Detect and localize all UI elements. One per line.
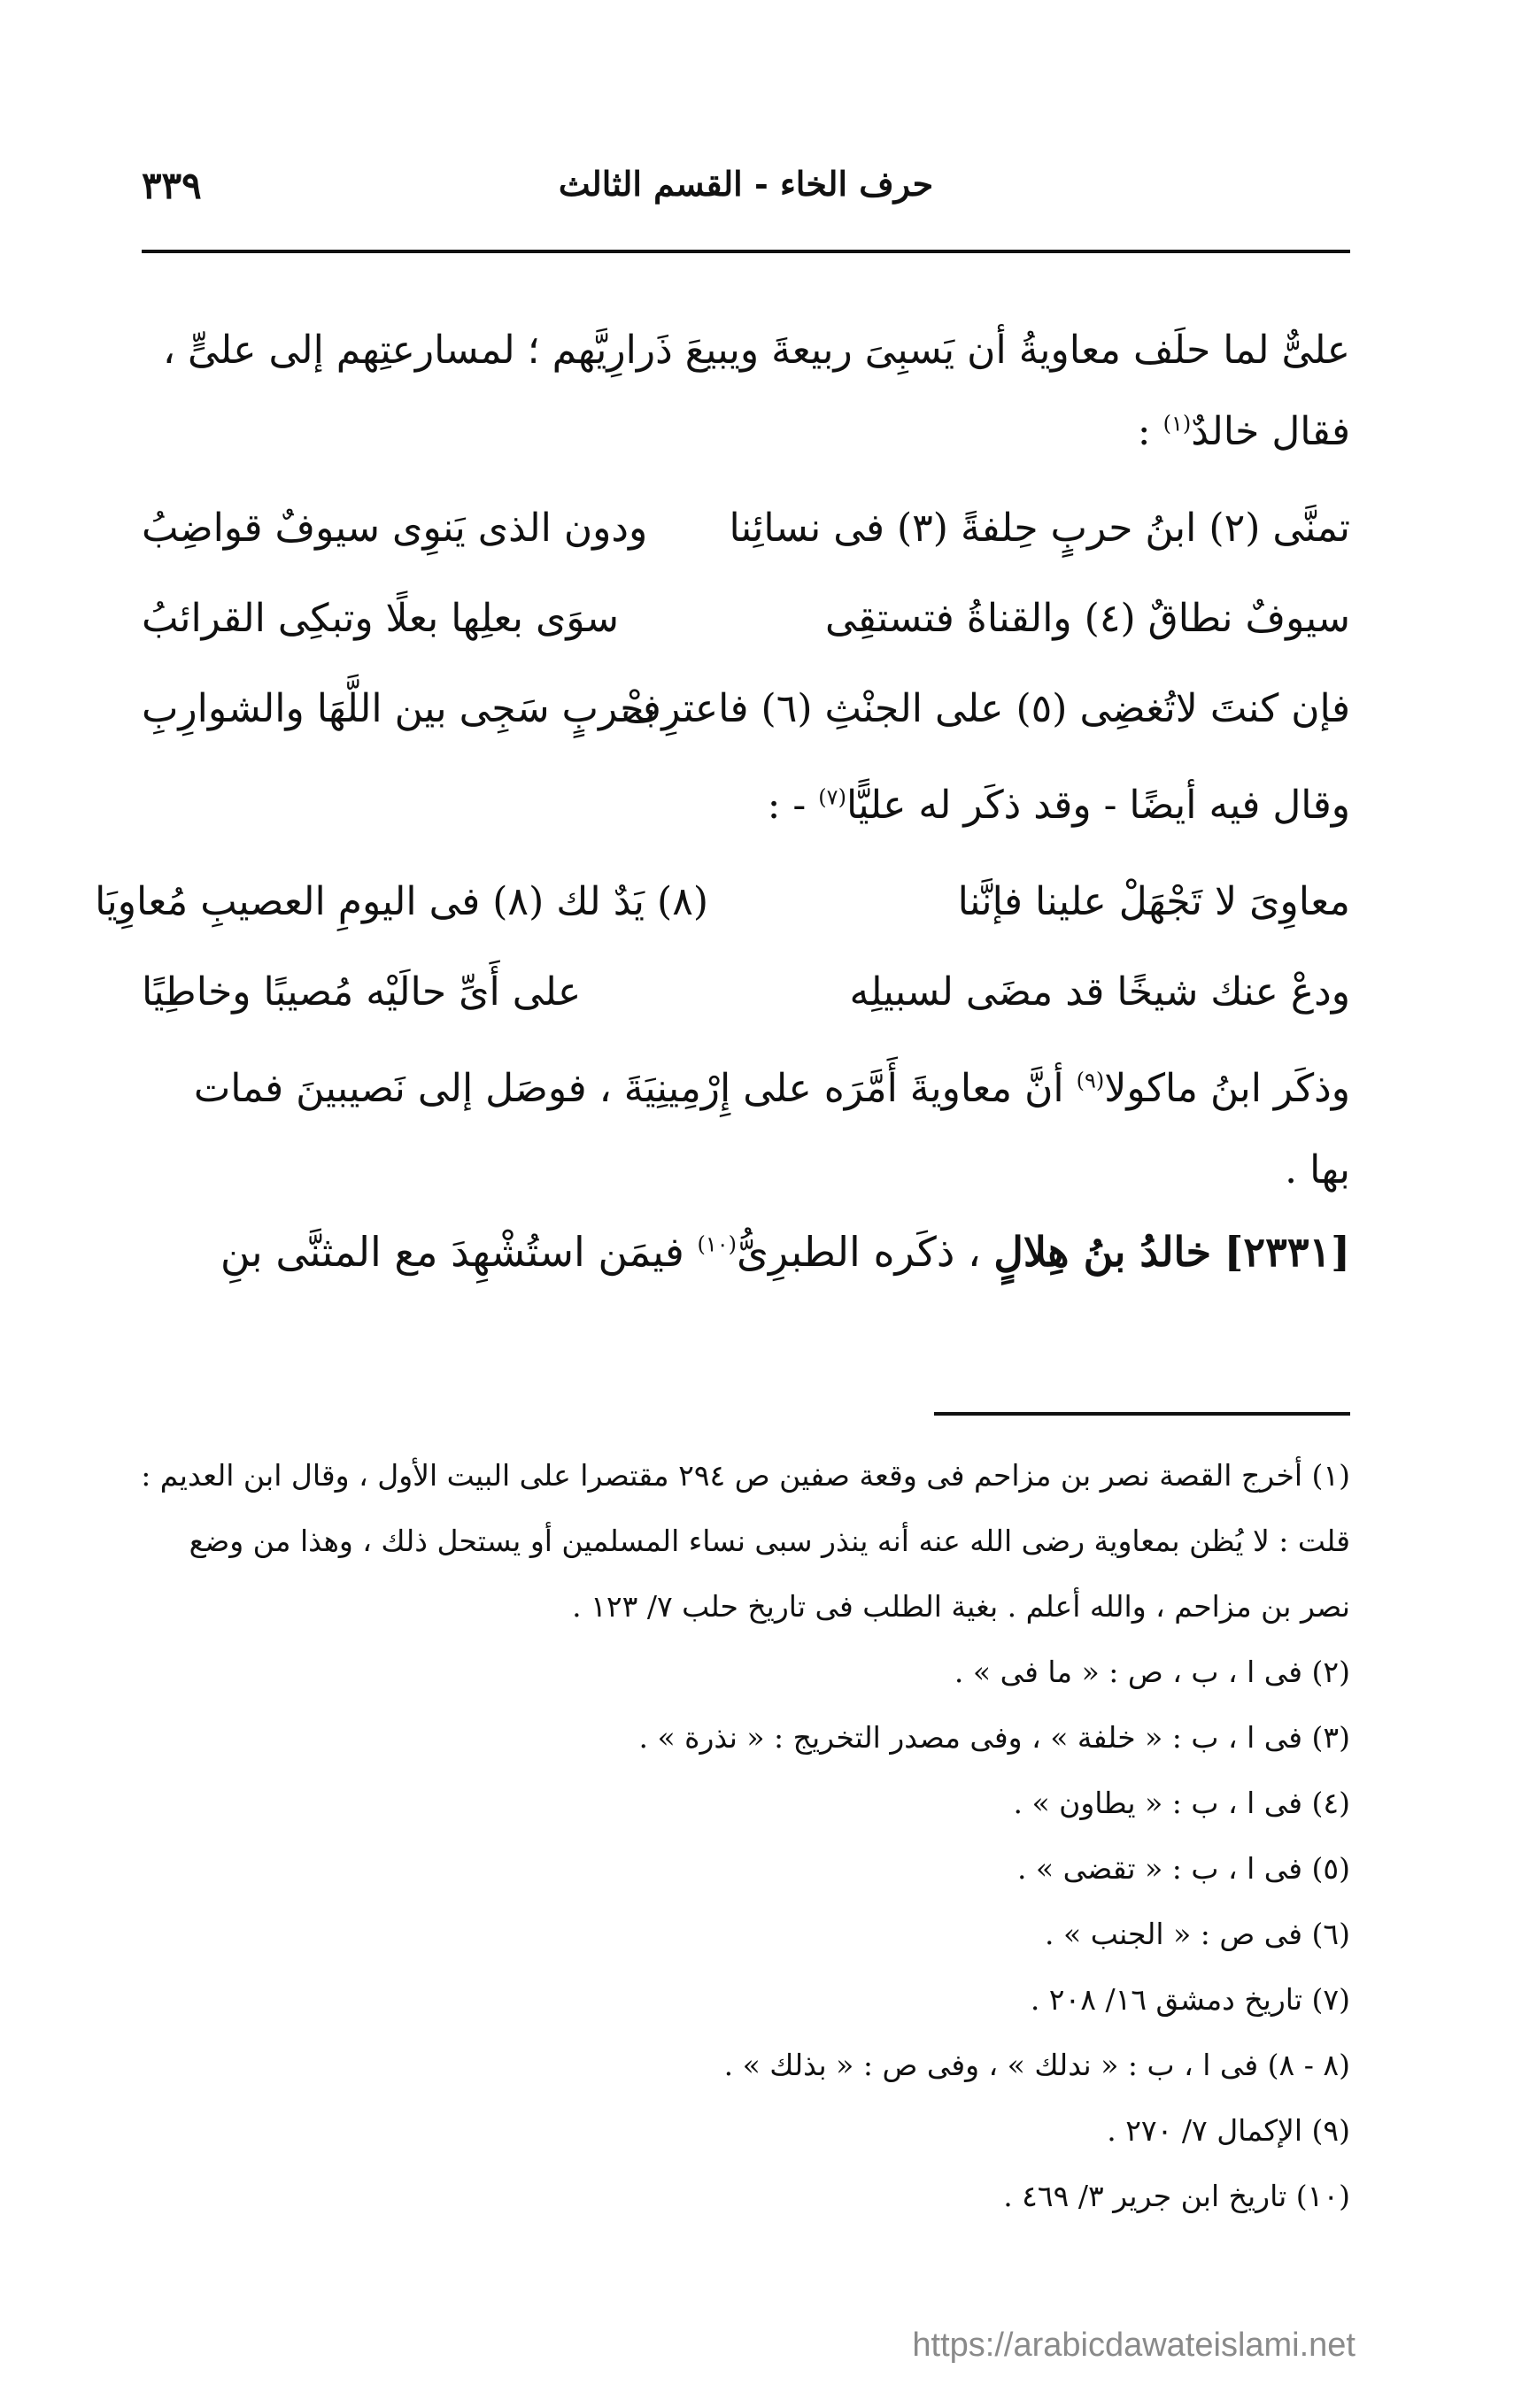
footnote-line: (٣) فى ا ، ب : « خلفة » ، وفى مصدر التخريج : « نذرة » . xyxy=(638,1720,1350,1755)
footnote-line: (١) أخرج القصة نصر بن مزاحم فى وقعة صفين ص ٢٩٤ مقتصرا على البيت الأول ، وقال ابن العديم : xyxy=(141,1458,1350,1493)
footnote-ref-10: (١٠) xyxy=(697,1231,738,1257)
paragraph-4-text: وذكَر ابنُ ماكولا xyxy=(1104,1066,1350,1111)
paragraph-1: علىٌّ لما حلَف معاويةُ أن يَسبِىَ ربيعةَ ويبيعَ ذَرارِيَّهم ؛ لمسارعتِهم إلى علىٍّ ، xyxy=(162,328,1350,373)
page-number: ٣٣٩ xyxy=(142,164,202,207)
page-header xyxy=(142,164,1350,235)
footnote-line: نصر بن مزاحم ، والله أعلم . بغية الطلب فى تاريخ حلب ٧/ ١٢٣ . xyxy=(572,1589,1350,1624)
footnote-line: (٤) فى ا ، ب : « يطاون » . xyxy=(1013,1786,1350,1820)
footnote-line: (٩) الإكمال ٧/ ٢٧٠ . xyxy=(1107,2113,1350,2148)
footnote-ref-9: (٩) xyxy=(1076,1068,1105,1093)
footnote-line: (١٠) تاريخ ابن جرير ٣/ ٤٦٩ . xyxy=(1003,2179,1350,2213)
verse-second-hemistich: (٨) يَدٌ لك (٨) فى اليومِ العصيبِ مُعاوِيَا xyxy=(95,879,708,924)
paragraph-4-end: أنَّ معاويةَ أَمَّرَه على إِرْمِينِيَةَ ، فوصَل إلى نَصيبينَ فمات xyxy=(193,1066,1077,1111)
watermark-url: https://arabicdawateislami.net xyxy=(912,2327,1355,2364)
paragraph-5: بها . xyxy=(1285,1147,1350,1192)
verse-first-hemistich: معاوِىَ لا تَجْهَلْ علينا فإنَّنا xyxy=(957,879,1350,924)
verse-second-hemistich: سوَى بعلِها بعلًا وتبكِى القرائبُ xyxy=(142,596,620,641)
running-title: حرف الخاء - القسم الثالث xyxy=(558,164,934,204)
paragraph-3-text: وقال فيه أيضًا - وقد ذكَر له عليًّا xyxy=(846,783,1350,828)
verse-line xyxy=(142,574,1350,664)
footnote-separator xyxy=(934,1412,1350,1416)
poem-1 xyxy=(142,483,1350,754)
verse-first-hemistich: فإن كنتَ لاتُغضِى (٥) على الجنْثِ (٦) فاعترِفْ xyxy=(621,686,1350,731)
entry-end: فيمَن استُشْهِدَ مع المثنَّى بنِ xyxy=(220,1228,698,1276)
footnote-line: قلت : لا يُظن بمعاوية رضى الله عنه أنه ينذر سبى نساء المسلمين أو يستحل ذلك ، وهذا من وضع xyxy=(189,1524,1350,1558)
poem-2 xyxy=(95,857,1350,1038)
header-rule xyxy=(142,250,1350,253)
entry-name: خالدُ بنُ هِلالٍ xyxy=(993,1228,1212,1276)
verse-second-hemistich: بحربٍ سَجِى بين اللَّهَا والشوارِبِ xyxy=(142,686,656,731)
verse-line xyxy=(142,483,1350,574)
footnote-ref-1: (١) xyxy=(1162,411,1192,436)
paragraph-2 xyxy=(142,391,1350,473)
verse-first-hemistich: تمنَّى (٢) ابنُ حربٍ حِلفةً (٣) فى نسائِنا xyxy=(729,506,1350,551)
footnote-line: (٦) فى ص : « الجنب » . xyxy=(1045,1917,1350,1951)
footnote-line: (٨ - ٨) فى ا ، ب : « ندلك » ، وفى ص : « بذلك » . xyxy=(723,2048,1350,2082)
footnote-line: (٢) فى ا ، ب ، ص : « ما فى » . xyxy=(954,1655,1350,1689)
footnotes xyxy=(142,1443,1350,2229)
verse-line xyxy=(95,857,1350,947)
verse-line xyxy=(142,664,1350,754)
footnote-ref-7: (٧) xyxy=(818,784,846,810)
verse-second-hemistich: على أَىِّ حالَيْه مُصيبًا وخاطِيًا xyxy=(142,969,582,1015)
paragraph-2-text: فقال خالدٌ xyxy=(1191,409,1350,454)
entry-number: [٢٣٣١] xyxy=(1224,1228,1350,1276)
paragraph-3-end: - : xyxy=(767,783,819,828)
paragraph-3 xyxy=(142,765,1350,846)
verse-first-hemistich: ودعْ عنك شيخًا قد مضَى لسبيلِه xyxy=(849,969,1350,1015)
entry-text: ، ذكَره الطبرِىُّ xyxy=(737,1228,981,1276)
verse-second-hemistich: ودون الذى يَنوِى سيوفٌ قواضِبُ xyxy=(142,506,648,551)
verse-first-hemistich: سيوفٌ نطاقٌ (٤) والقناةُ فتستقِى xyxy=(825,596,1350,641)
biography-entry xyxy=(142,1211,1350,1293)
footnote-line: (٧) تاريخ دمشق ١٦/ ٢٠٨ . xyxy=(1030,1982,1350,2017)
paragraph-4 xyxy=(142,1048,1350,1130)
footnote-line: (٥) فى ا ، ب : « تقضى » . xyxy=(1016,1851,1350,1886)
main-text xyxy=(95,310,1350,1293)
verse-line xyxy=(142,947,1350,1038)
paragraph-2-end: : xyxy=(1137,409,1163,454)
